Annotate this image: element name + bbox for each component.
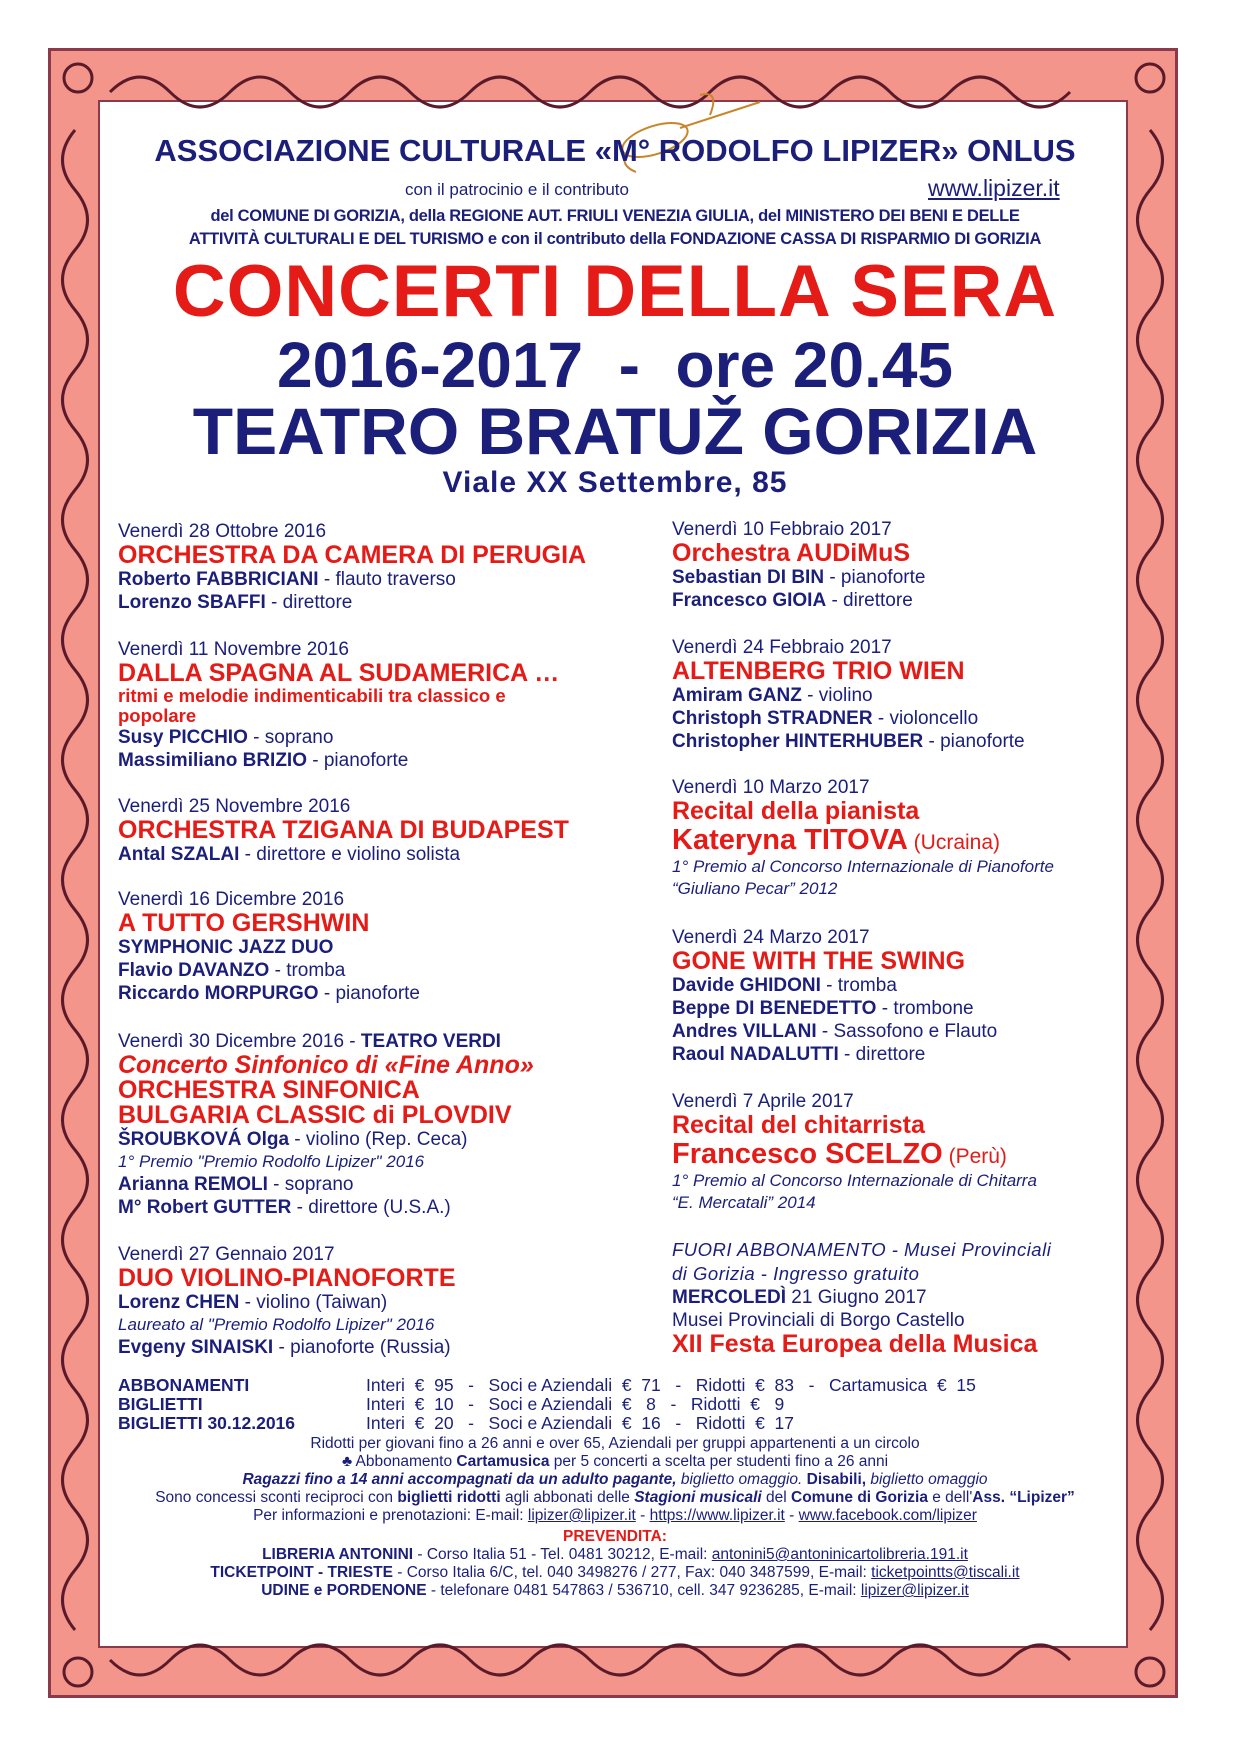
performer-role: - tromba <box>269 960 346 981</box>
website-link[interactable]: https://www.lipizer.it <box>649 1507 785 1524</box>
performer-name: Antal SZALAI <box>118 844 240 865</box>
performer-role: - direttore e violino solista <box>239 844 461 865</box>
reciprocal-note-b: biglietti ridotti <box>397 1489 501 1506</box>
performer-role: - pianoforte (Russia) <box>273 1337 451 1358</box>
concert-subtitle: Concerto Sinfonico di «Fine Anno» <box>118 1051 534 1079</box>
concert-item <box>118 888 420 1005</box>
email-link[interactable]: antonini5@antoninicartolibreria.191.it <box>711 1546 968 1563</box>
event-place: Musei Provinciali di Borgo Castello <box>672 1310 965 1331</box>
price-values: Interi € 10 - Soci e Aziendali € 8 - Ridotti € 9 <box>366 1394 785 1414</box>
performer-name: Sebastian DI BIN <box>672 567 825 588</box>
info-block <box>100 1435 1130 1600</box>
venue-address: Viale XX Settembre, 85 <box>442 466 788 499</box>
price-row <box>118 1414 976 1433</box>
award-note: 1° Premio "Premio Rodolfo Lipizer" 2016 <box>118 1152 425 1171</box>
concert-item <box>118 1030 534 1219</box>
poster-title: CONCERTI DELLA SERA <box>172 251 1058 332</box>
concert-title: Recital del chitarrista <box>672 1111 925 1139</box>
price-values: Interi € 95 - Soci e Aziendali € 71 - Ridotti € 83 - Cartamusica € 15 <box>366 1375 976 1395</box>
presale-details: - Corso Italia 51 - Tel. 0481 30212, E-mail: <box>413 1546 712 1563</box>
disabled-note: Disabili, <box>806 1471 867 1488</box>
venue-name: TEATRO BRATUŽ GORIZIA <box>192 394 1038 468</box>
reciprocal-note-g: e dell' <box>927 1489 973 1506</box>
cartamusica-note: per 5 concerti a scelta per studenti fino a 26 anni <box>549 1453 889 1470</box>
reciprocal-note-f: Comune di Gorizia <box>791 1489 928 1506</box>
discount-note: Ridotti per giovani fino a 26 anni e over 65, Aziendali per gruppi appartenenti a un circolo <box>310 1435 920 1452</box>
performer-name: M° Robert GUTTER <box>118 1197 292 1218</box>
price-row <box>118 1376 976 1395</box>
performer-name: Raoul NADALUTTI <box>672 1044 839 1065</box>
email-link[interactable]: lipizer@lipizer.it <box>527 1507 636 1524</box>
soloist-country: (Ucraina) <box>907 831 1001 854</box>
concert-date: Venerdì 24 Febbraio 2017 <box>672 637 892 658</box>
organization-name: ASSOCIAZIONE CULTURALE «M° RODOLFO LIPIZER» ONLUS <box>154 133 1076 168</box>
award-note: Laureato al "Premio Rodolfo Lipizer" 2016 <box>118 1315 435 1334</box>
performer-name: Lorenz CHEN <box>118 1292 240 1313</box>
award-note: “Giuliano Pecar” 2012 <box>672 879 838 898</box>
performer-role: - pianoforte <box>824 567 926 588</box>
presale-details: - telefonare 0481 547863 / 536710, cell. 347 9236285, E-mail: <box>426 1582 861 1599</box>
concert-date: Venerdì 10 Marzo 2017 <box>672 777 870 798</box>
soloist-country: (Perù) <box>942 1145 1007 1168</box>
event-note: di Gorizia - Ingresso gratuito <box>672 1263 920 1284</box>
concert-item <box>672 518 925 612</box>
performer-name: Susy PICCHIO <box>118 727 248 748</box>
concert-title: GONE WITH THE SWING <box>672 947 966 975</box>
sponsors-line-2: ATTIVITÀ CULTURALI E DEL TURISMO e con il contributo della FONDAZIONE CASSA DI RISPARMIO DI GORIZIA <box>188 230 1042 248</box>
event-date: 21 Giugno 2017 <box>786 1287 927 1308</box>
concert-title: DALLA SPAGNA AL SUDAMERICA … <box>118 659 560 687</box>
concert-title: DUO VIOLINO-PIANOFORTE <box>118 1264 456 1292</box>
concert-date: Venerdì 16 Dicembre 2016 <box>118 889 345 910</box>
separator: - <box>635 1507 650 1524</box>
award-note: 1° Premio al Concorso Internazionale di Pianoforte <box>672 857 1054 876</box>
event-day: MERCOLEDÌ <box>672 1287 786 1308</box>
performer-role: - violino (Taiwan) <box>239 1292 388 1313</box>
concert-title-line-2: BULGARIA CLASSIC di PLOVDIV <box>118 1101 512 1129</box>
performer-name: Christoph STRADNER <box>672 708 873 729</box>
event-note: FUORI ABBONAMENTO - Musei Provinciali <box>672 1239 1052 1260</box>
price-label: BIGLIETTI <box>118 1394 203 1414</box>
price-table <box>118 1376 976 1433</box>
club-icon: ♣ Abbonamento <box>341 1453 457 1470</box>
facebook-link[interactable]: www.facebook.com/lipizer <box>798 1507 977 1524</box>
concert-date: Venerdì 28 Ottobre 2016 <box>118 521 327 542</box>
concert-title: Recital della pianista <box>672 797 920 825</box>
price-values: Interi € 20 - Soci e Aziendali € 16 - Ridotti € 17 <box>366 1413 794 1433</box>
performer-role: - pianoforte <box>923 731 1025 752</box>
soloist-name: Kateryna TITOVA <box>672 824 908 856</box>
performer-name: Amiram GANZ <box>672 685 802 706</box>
presale-outlet: LIBRERIA ANTONINI <box>262 1546 414 1563</box>
presale-outlet: TICKETPOINT - TRIESTE <box>210 1564 393 1581</box>
price-row <box>118 1395 976 1414</box>
performer-name: ŠROUBKOVÁ Olga <box>118 1129 290 1150</box>
email-link[interactable]: ticketpointts@tiscali.it <box>871 1564 1020 1581</box>
performer-name: Davide GHIDONI <box>672 975 821 996</box>
performer-role: - direttore <box>826 590 913 611</box>
email-link[interactable]: lipizer@lipizer.it <box>860 1582 969 1599</box>
performer-name: Flavio DAVANZO <box>118 960 270 981</box>
performer-role: - direttore (U.S.A.) <box>291 1197 451 1218</box>
performer-role: - direttore <box>265 592 353 613</box>
special-event <box>672 1238 1051 1357</box>
performer-role: - Sassofono e Flauto <box>816 1021 998 1042</box>
performer-role: - pianoforte <box>306 750 409 771</box>
season-time: 2016-2017 - ore 20.45 <box>276 329 954 401</box>
presale-details: - Corso Italia 6/C, tel. 040 3498276 / 277, Fax: 040 3487599, E-mail: <box>392 1564 872 1581</box>
price-label: ABBONAMENTI <box>118 1375 250 1395</box>
presale-outlet: UDINE e PORDENONE <box>261 1582 427 1599</box>
venue-note: TEATRO VERDI <box>360 1031 501 1052</box>
concert-title: ORCHESTRA TZIGANA DI BUDAPEST <box>118 816 569 844</box>
performer-name: Lorenzo SBAFFI <box>118 592 266 613</box>
reciprocal-note-d: Stagioni musicali <box>634 1489 762 1506</box>
concert-date: Venerdì 25 Novembre 2016 <box>118 796 351 817</box>
concert-date: Venerdì 27 Gennaio 2017 <box>118 1244 335 1265</box>
concert-item <box>672 636 1025 753</box>
reciprocal-note-e: del <box>761 1489 792 1506</box>
concert-item <box>672 926 997 1066</box>
separator: - <box>784 1507 799 1524</box>
performer-name: Francesco GIOIA <box>672 590 827 611</box>
performer-name: Massimiliano BRIZIO <box>118 750 307 771</box>
reciprocal-note-h: Ass. “Lipizer” <box>972 1489 1075 1506</box>
performer-name: Roberto FABBRICIANI <box>118 569 319 590</box>
performer-role: - tromba <box>820 975 897 996</box>
performer-role: - violoncello <box>872 708 979 729</box>
concert-title: Orchestra AUDiMuS <box>672 539 911 567</box>
reciprocal-note: Sono concessi sconti reciproci con <box>155 1489 398 1506</box>
website-link[interactable]: www.lipizer.it <box>928 175 1060 201</box>
performer-name: Evgeny SINAISKI <box>118 1337 274 1358</box>
price-label: BIGLIETTI 30.12.2016 <box>118 1413 296 1433</box>
disabled-note-b: biglietto omaggio <box>866 1471 988 1488</box>
performer-role: - direttore <box>838 1044 926 1065</box>
concert-date: Venerdì 30 Dicembre 2016 - <box>118 1031 361 1052</box>
concert-date: Venerdì 11 Novembre 2016 <box>118 639 349 660</box>
soloist-name: Francesco SCELZO <box>672 1138 943 1170</box>
performer-role: - pianoforte <box>318 983 420 1004</box>
concert-title: A TUTTO GERSHWIN <box>118 909 370 937</box>
concert-title: ALTENBERG TRIO WIEN <box>672 657 965 685</box>
concert-title: ORCHESTRA DA CAMERA DI PERUGIA <box>118 541 587 569</box>
children-note-b: biglietto omaggio. <box>676 1471 807 1488</box>
performer-name: Beppe DI BENEDETTO <box>672 998 877 1019</box>
performer-role: - violino (Rep. Ceca) <box>289 1129 468 1150</box>
performer-role: - flauto traverso <box>318 569 456 590</box>
ensemble-name: SYMPHONIC JAZZ DUO <box>118 937 334 958</box>
performer-name: Andres VILLANI <box>672 1021 817 1042</box>
concert-item <box>118 1243 456 1359</box>
performer-role: - soprano <box>247 727 334 748</box>
concert-date: Venerdì 10 Febbraio 2017 <box>672 519 892 540</box>
concert-date: Venerdì 24 Marzo 2017 <box>672 927 870 948</box>
performer-role: - soprano <box>267 1174 354 1195</box>
concert-date: Venerdì 7 Aprile 2017 <box>672 1091 854 1112</box>
cartamusica-label: Cartamusica <box>456 1453 550 1470</box>
concert-item <box>672 776 1054 900</box>
award-note: “E. Mercatali” 2014 <box>672 1193 816 1212</box>
children-note: Ragazzi fino a 14 anni accompagnati da un adulto pagante, <box>242 1471 677 1488</box>
performer-role: - trombone <box>876 998 974 1019</box>
concert-title: ORCHESTRA SINFONICA <box>118 1076 420 1104</box>
contact-label: Per informazioni e prenotazioni: E-mail: <box>253 1507 528 1524</box>
performer-role: - violino <box>801 685 873 706</box>
concert-item <box>118 638 588 772</box>
award-note: 1° Premio al Concorso Internazionale di Chitarra <box>672 1171 1037 1190</box>
presale-heading: PREVENDITA: <box>563 1528 667 1545</box>
concert-item <box>118 520 586 614</box>
concert-item <box>672 1090 1037 1214</box>
event-title: XII Festa Europea della Musica <box>672 1330 1038 1358</box>
reciprocal-note-c: agli abbonati delle <box>500 1489 635 1506</box>
concert-item <box>118 795 569 866</box>
sponsors-line-1: del COMUNE DI GORIZIA, della REGIONE AUT. FRIULI VENEZIA GIULIA, del MINISTERO DEI BENI E DELLE <box>210 207 1020 225</box>
performer-name: Riccardo MORPURGO <box>118 983 319 1004</box>
performer-name: Christopher HINTERHUBER <box>672 731 924 752</box>
patronage-text: con il patrocinio e il contributo <box>405 180 629 199</box>
concert-subtitle: ritmi e melodie indimenticabili tra classico e popolare <box>118 685 506 726</box>
performer-name: Arianna REMOLI <box>118 1174 268 1195</box>
